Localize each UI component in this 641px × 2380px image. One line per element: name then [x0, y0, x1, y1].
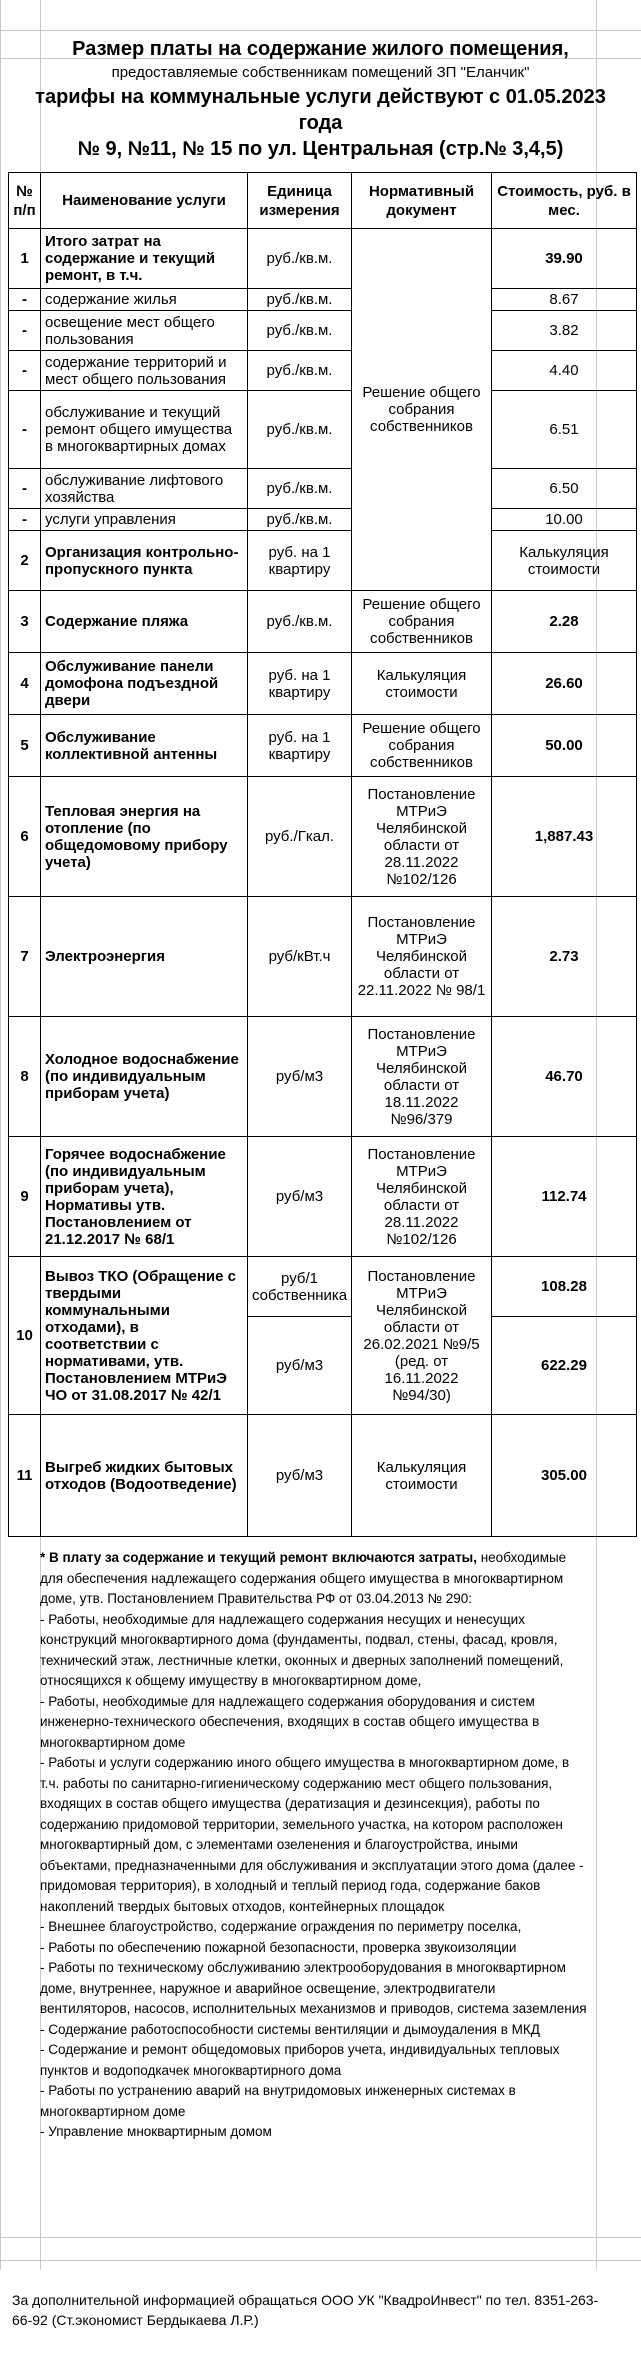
- service-cost: 2.73: [492, 897, 637, 1017]
- notes-item: - Работы по обеспечению пожарной безопасности, проверка звукоизоляции: [40, 1939, 517, 1955]
- service-document: Калькуляция стоимости: [352, 653, 492, 715]
- service-name: Итого затрат на содержание и текущий ремонт, в т.ч.: [41, 229, 248, 289]
- service-unit: руб./кв.м.: [248, 509, 352, 531]
- table-row: [9, 591, 637, 653]
- service-cost: 6.50: [492, 469, 637, 509]
- service-unit: руб. на 1 квартиру: [248, 531, 352, 591]
- service-cost: 1,887.43: [492, 777, 637, 897]
- column-header-document: Нормативный документ: [352, 173, 492, 229]
- table-row: [9, 1415, 637, 1537]
- notes-item: - Содержание и ремонт общедомовых приборов учета, индивидуальных тепловых пунктов и водоподкачек многоквартирного дома: [40, 2042, 560, 2078]
- service-unit: руб./кв.м.: [248, 229, 352, 289]
- notes-lead-bold: * В плату за содержание и текущий ремонт включаются затраты,: [40, 1550, 477, 1565]
- row-number: 6: [9, 777, 41, 897]
- gridline: [0, 0, 1, 2270]
- service-name: содержание территорий и мест общего пользования: [41, 351, 248, 391]
- service-name: Электроэнергия: [41, 897, 248, 1017]
- notes-item: - Работы и услуги содержанию иного общего имущества в многоквартирном доме, в т.ч. работы по санитарно-гигиеническому содержанию мест общего пользования, входящих в состав общего имущества (дератизация и дезинсекция), работы по содержанию придомовой территории, земельного участка, на котором расположен многоквартирный дом, с элементами озеленения и благоустройства, иными объектами, предназначенными для обслуживания и эксплуатации этого дома (далее - придомовая территория), в холодный и теплый период года, содержание баков накоплений твердых бытовых отходов, контейнерных площадок: [40, 1755, 584, 1914]
- row-number: -: [9, 509, 41, 531]
- service-unit: руб./кв.м.: [248, 289, 352, 311]
- header-title: Размер платы на содержание жилого помещения,: [72, 38, 569, 60]
- service-cost: 2.28: [492, 591, 637, 653]
- service-name: Горячее водоснабжение (по индивидуальным приборам учета), Нормативы утв. Постановлением от 21.12.2017 № 68/1: [41, 1137, 248, 1257]
- column-header-number: № п/п: [9, 173, 41, 229]
- service-unit: руб./кв.м.: [248, 391, 352, 469]
- row-number: -: [9, 469, 41, 509]
- table-row: [9, 897, 637, 1017]
- row-number: 9: [9, 1137, 41, 1257]
- service-name: Содержание пляжа: [41, 591, 248, 653]
- notes-item: - Работы, необходимые для надлежащего содержания оборудования и систем инженерно-технического обеспечения, входящих в состав общего имущества в многоквартирном доме: [40, 1693, 540, 1750]
- service-unit: руб./кв.м.: [248, 311, 352, 351]
- service-document: Постановление МТРиЭ Челябинской области от 28.11.2022 №102/126: [352, 1137, 492, 1257]
- notes-item: - Содержание работоспособности системы вентиляции и дымоудаления в МКД: [40, 2021, 540, 2037]
- service-document: Постановление МТРиЭ Челябинской области от 28.11.2022 №102/126: [352, 777, 492, 897]
- gridline: [0, 2237, 641, 2238]
- service-name: Обслуживание панели домофона подъездной двери: [41, 653, 248, 715]
- service-name: Выгреб жидких бытовых отходов (Водоотведение): [41, 1415, 248, 1537]
- table-header-row: [9, 173, 637, 229]
- service-cost: 46.70: [492, 1017, 637, 1137]
- header-tariff-title: тарифы на коммунальные услуги действуют с 01.05.2023: [35, 86, 606, 108]
- service-name: обслуживание лифтового хозяйства: [41, 469, 248, 509]
- service-name: Тепловая энергия на отопление (по общедомовому прибору учета): [41, 777, 248, 897]
- service-unit: руб./Гкал.: [248, 777, 352, 897]
- service-name: обслуживание и текущий ремонт общего имущества в многоквартирных домах: [41, 391, 248, 469]
- row-number: 4: [9, 653, 41, 715]
- document-header: [0, 36, 641, 162]
- service-cost: 108.28: [492, 1257, 637, 1317]
- service-cost: 305.00: [492, 1415, 637, 1537]
- gridline: [0, 2260, 641, 2261]
- service-document: Постановление МТРиЭ Челябинской области от 18.11.2022 №96/379: [352, 1017, 492, 1137]
- notes-item: - Управление мноквартирным домом: [40, 2124, 272, 2139]
- table-row: [9, 653, 637, 715]
- row-number: 1: [9, 229, 41, 289]
- service-name: Вывоз ТКО (Обращение с твердыми коммунальными отходами), в соответствии с нормативами, утв. Постановлением МТРиЭ ЧО от 31.08.2017 № 42/1: [41, 1257, 248, 1415]
- service-unit: руб/м3: [248, 1317, 352, 1415]
- service-document: Решение общего собрания собственников: [352, 229, 492, 591]
- service-cost: 4.40: [492, 351, 637, 391]
- gridline: [0, 30, 641, 31]
- service-unit: руб/м3: [248, 1137, 352, 1257]
- service-cost: 50.00: [492, 715, 637, 777]
- column-header-cost: Стоимость, руб. в мес.: [492, 173, 637, 229]
- table-row: [9, 229, 637, 289]
- row-number: 11: [9, 1415, 41, 1537]
- service-unit: руб/1 собственника: [248, 1257, 352, 1317]
- table-row: [9, 777, 637, 897]
- service-unit: руб./кв.м.: [248, 351, 352, 391]
- service-unit: руб/м3: [248, 1415, 352, 1537]
- service-cost: 3.82: [492, 311, 637, 351]
- notes-item: - Работы по техническому обслуживанию электрооборудования в многоквартирном доме, внутреннее, наружное и аварийное освещение, электродвигатели вентиляторов, насосов, исполнительных механизмов и приводов, система заземления: [40, 1960, 587, 2016]
- service-name: Обслуживание коллективной антенны: [41, 715, 248, 777]
- table-row: [9, 391, 637, 469]
- service-unit: руб. на 1 квартиру: [248, 653, 352, 715]
- service-name: Холодное водоснабжение (по индивидуальным приборам учета): [41, 1017, 248, 1137]
- row-number: 8: [9, 1017, 41, 1137]
- service-cost: 622.29: [492, 1317, 637, 1415]
- service-cost: 6.51: [492, 391, 637, 469]
- column-header-unit: Единица измерения: [248, 173, 352, 229]
- service-document: Калькуляция стоимости: [352, 1415, 492, 1537]
- service-unit: руб./кв.м.: [248, 591, 352, 653]
- notes-lead: [40, 1548, 588, 1610]
- service-name: услуги управления: [41, 509, 248, 531]
- row-number: -: [9, 311, 41, 351]
- notes-item: - Работы, необходимые для надлежащего содержания несущих и ненесущих конструкций многоквартирного дома (фундаменты, подвал, стены, фасад, кровля, технический этаж, лестничные клетки, оконных и дверных заполнений помещений, относящихся к общему имуществу в многоквартирном доме,: [40, 1611, 564, 1688]
- table-row: [9, 311, 637, 351]
- service-cost: 10.00: [492, 509, 637, 531]
- service-unit: руб/м3: [248, 1017, 352, 1137]
- row-number: 7: [9, 897, 41, 1017]
- service-name: освещение мест общего пользования: [41, 311, 248, 351]
- table-row: [9, 469, 637, 509]
- table-row: [9, 289, 637, 311]
- table-row: [9, 1137, 637, 1257]
- notes-lead-text: необходимые для обеспечения надлежащего содержания общего имущества в многоквартирном доме, утв. Постановлением Правительства РФ от 03.04.2013 № 290:: [40, 1550, 567, 1606]
- row-number: -: [9, 391, 41, 469]
- table-row: [9, 509, 637, 531]
- table-row: [9, 715, 637, 777]
- column-header-service: Наименование услуги: [41, 173, 248, 229]
- service-unit: руб. на 1 квартиру: [248, 715, 352, 777]
- service-unit: руб/кВт.ч: [248, 897, 352, 1017]
- service-document: Решение общего собрания собственников: [352, 591, 492, 653]
- row-number: -: [9, 289, 41, 311]
- service-cost: 8.67: [492, 289, 637, 311]
- service-cost: 39.90: [492, 229, 637, 289]
- service-cost: 112.74: [492, 1137, 637, 1257]
- header-address: № 9, №11, № 15 по ул. Центральная (стр.№ 3,4,5): [77, 138, 564, 160]
- table-row: [9, 351, 637, 391]
- notes-block: [40, 1548, 588, 2143]
- table-row: [9, 531, 637, 591]
- row-number: -: [9, 351, 41, 391]
- service-cost: 26.60: [492, 653, 637, 715]
- table-row: [9, 1257, 637, 1317]
- header-subtitle: предоставляемые собственникам помещений ЗП "Еланчик": [111, 64, 530, 81]
- service-name: Организация контрольно-пропускного пункта: [41, 531, 248, 591]
- row-number: 3: [9, 591, 41, 653]
- service-name: содержание жилья: [41, 289, 248, 311]
- tariff-table: [8, 172, 637, 1537]
- service-document: Решение общего собрания собственников: [352, 715, 492, 777]
- service-document: Калькуляция стоимости: [492, 531, 637, 591]
- row-number: 5: [9, 715, 41, 777]
- contact-footer: За дополнительной информацией обращаться ООО УК "КвадроИнвест" по тел. 8351-263-66-92 (Ст.экономист Бердыкаева Л.Р.): [12, 2292, 599, 2328]
- notes-item: - Работы по устранению аварий на внутридомовых инженерных системах в многоквартирном доме: [40, 2083, 516, 2119]
- header-tariff-year: года: [298, 112, 343, 134]
- notes-item: - Внешнее благоустройство, содержание ограждения по периметру поселка,: [40, 1919, 522, 1934]
- table-row: [9, 1017, 637, 1137]
- service-document: Постановление МТРиЭ Челябинской области от 22.11.2022 № 98/1: [352, 897, 492, 1017]
- service-unit: руб./кв.м.: [248, 469, 352, 509]
- row-number: 2: [9, 531, 41, 591]
- row-number: 10: [9, 1257, 41, 1415]
- service-document: Постановление МТРиЭ Челябинской области от 26.02.2021 №9/5 (ред. от 16.11.2022 №94/30): [352, 1257, 492, 1415]
